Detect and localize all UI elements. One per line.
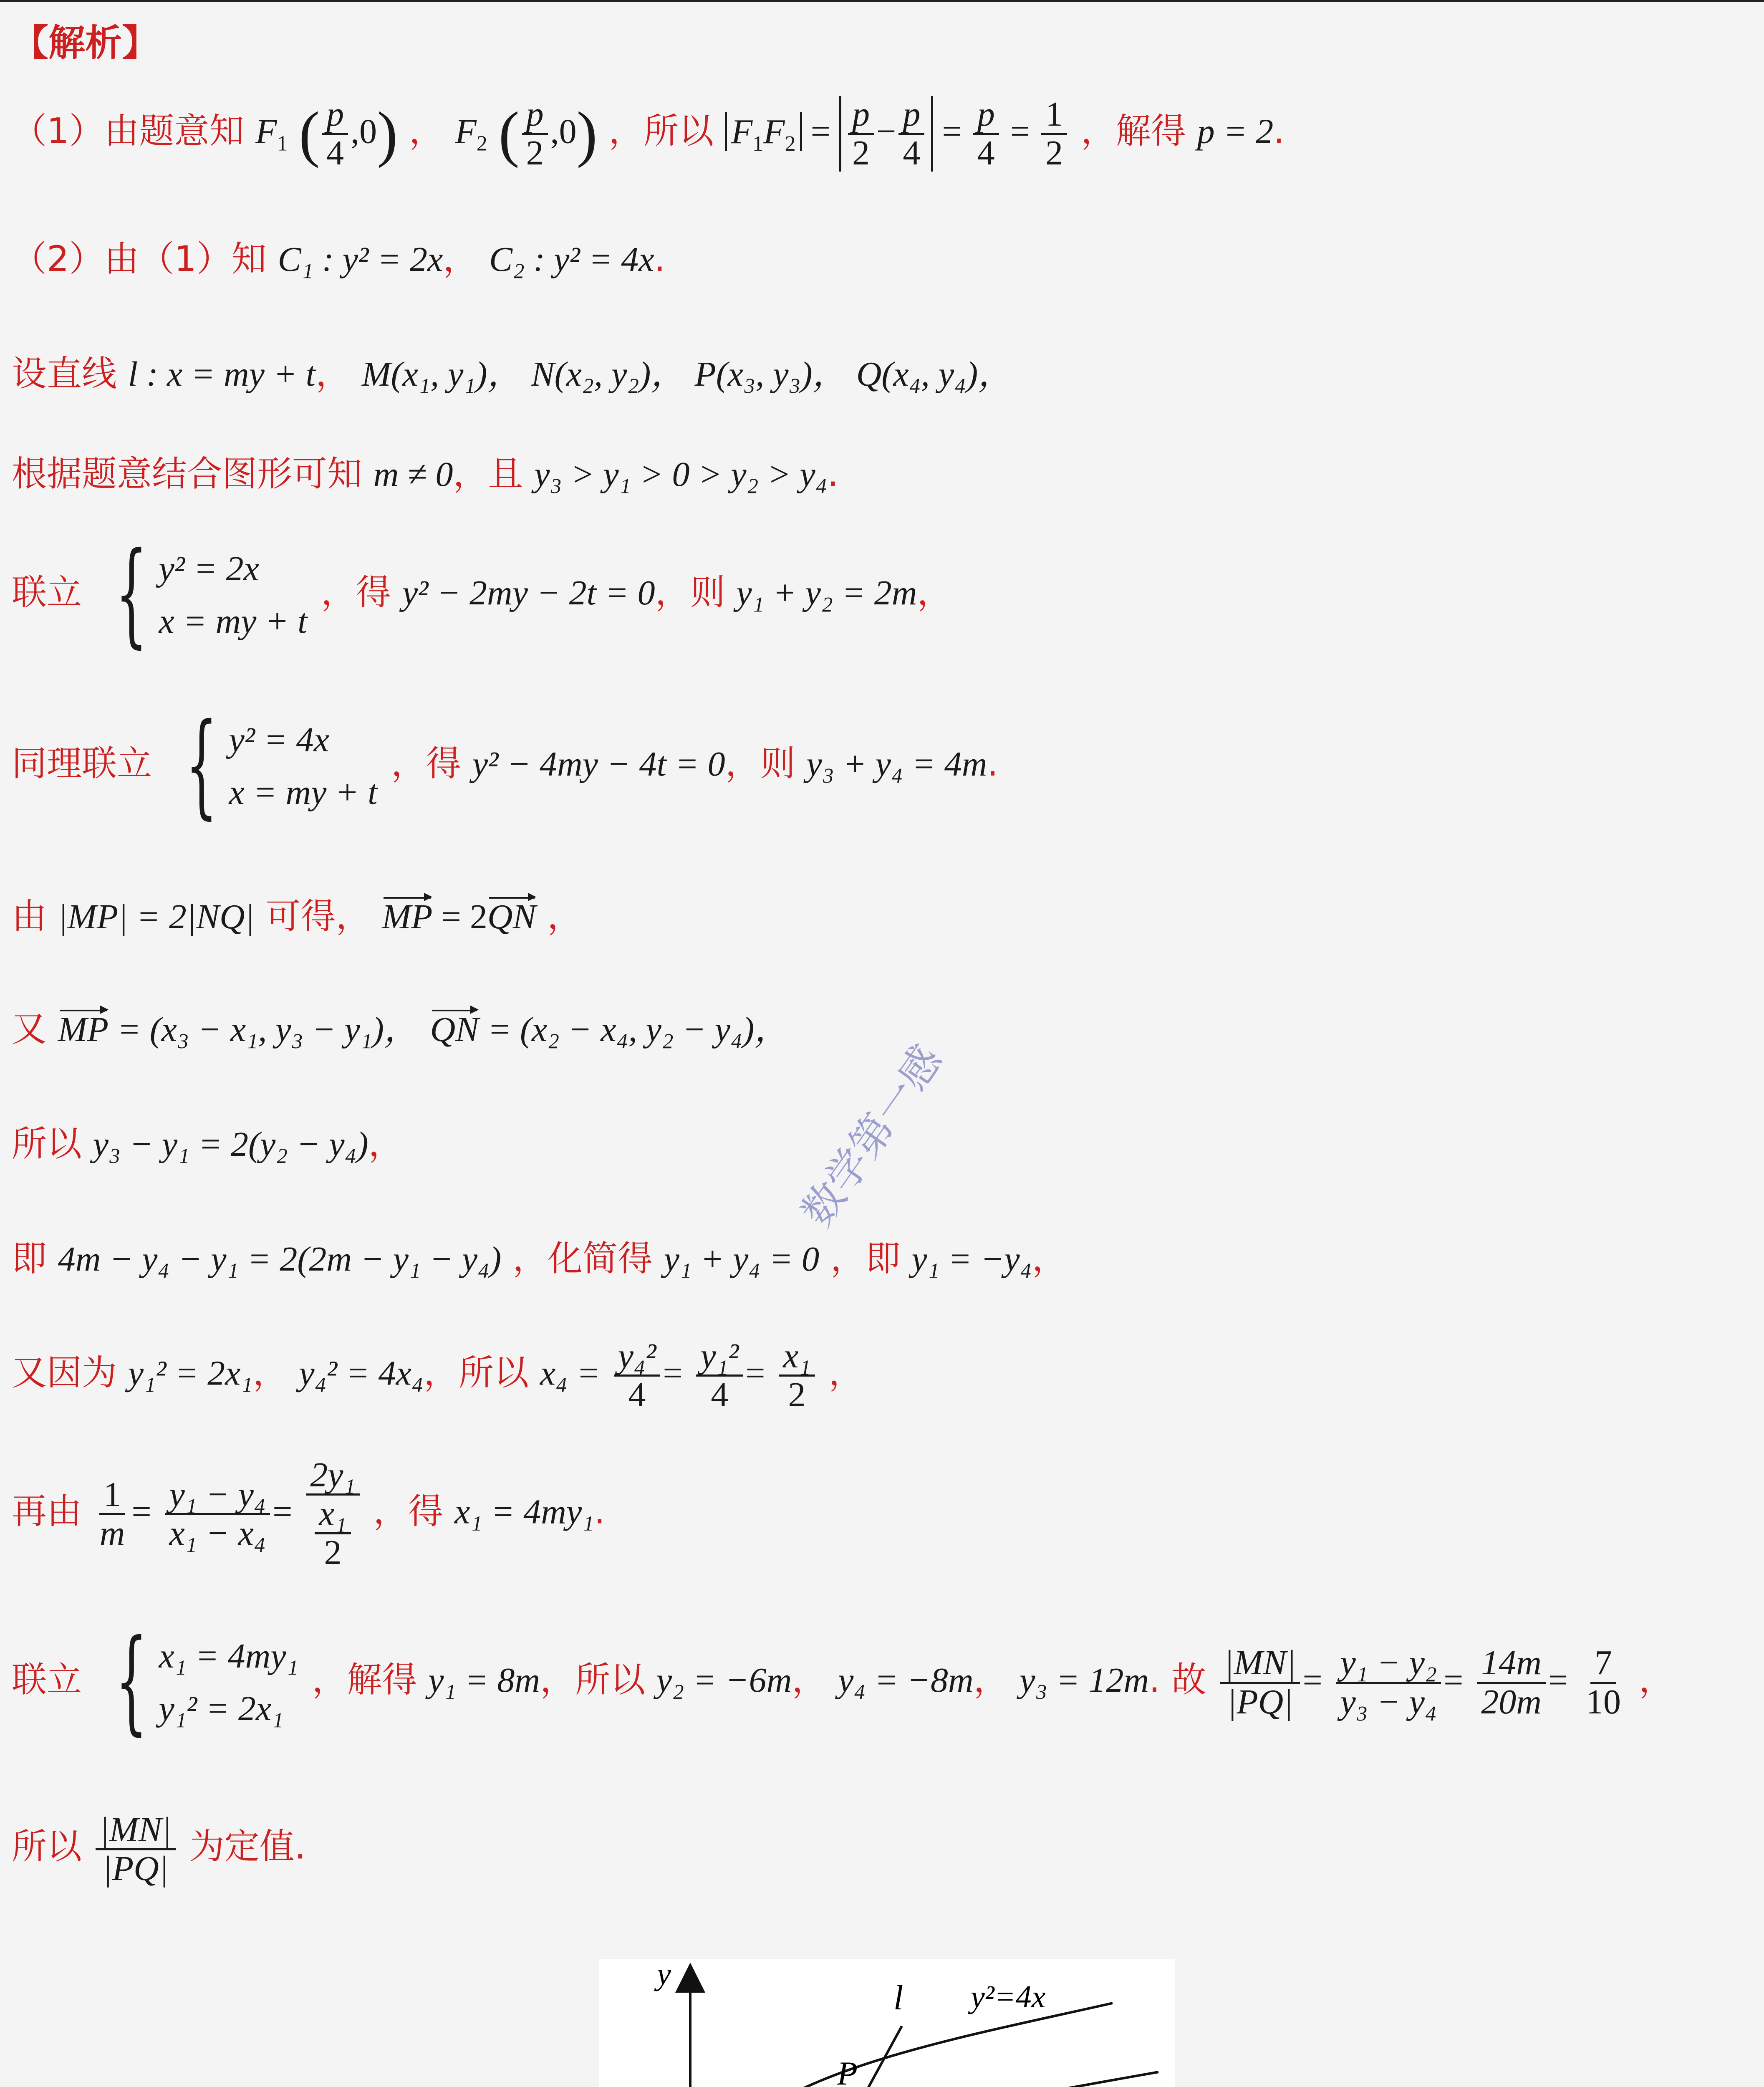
final-system: 联立 { x₁ = 4my₁ y₁² = 2x₁ ，解得 y₁ = 8m，所以 y₂ = −6m， y₄ = −8m， y₃ = 12m. 故 $\frac{|MN|}{|PQ|}$ = $\frac{\text{y₁ − y₂}}{\text{y₃ − y₄}}$ = $\frac{14m}{20m}$ = $\frac{7}{10}$ ， [12, 1615, 1674, 1746]
parabola-diagram [599, 1959, 1175, 2087]
watermark-text: 数学第一感 [792, 1036, 952, 1236]
part2-line: （2）由（1）知 C₁ : y² = 2x， C₂ : y² = 4x. [12, 238, 666, 279]
vector-condition: 由 |MP| = 2|NQ| 可得， MP = 2QN ， [12, 895, 582, 938]
curve-y2-2x [690, 2072, 1158, 2087]
vector-definitions: 又 MP = (x₃ − x₁, y₃ − y₁)， QN = (x₂ − x₄, y₂ − y₄)， [12, 1008, 789, 1051]
line-condition: 根据题意结合图形可知 m ≠ 0，且 y₃ > y₁ > 0 > y₂ > y₄. [12, 453, 839, 494]
parabola-figure [599, 1959, 1175, 2087]
label-y-axis: y [657, 1959, 671, 1991]
analysis-heading: 【解析】 [12, 21, 159, 64]
line-setup: 设直线 l : x = my + t， M(x₁, y₁)， N(x₂, y₂)， P(x₃, y₃)， Q(x₄, y₄)， [12, 353, 1013, 394]
label-curve-4x: y²=4x [971, 1979, 1046, 2014]
system-2: 同理联立 { y² = 4x x = my + t ，得 y² − 4my − 4t = 0，则 y₃ + y₄ = 4m. [12, 699, 999, 830]
again-line: 再由 $\frac{1}{m}$ = $\frac{\text{y₁ − y₄}}{\text{x₁ − x₄}}$ = $\frac{\text{2y₁}}{\frac{\text{x₁}}{2}}$ ，得 x₁ = 4my₁. [12, 1455, 606, 1572]
system-1: 联立 { y² = 2x x = my + t ，得 y² − 2my − 2t = 0，则 y₁ + y₂ = 2m， [12, 528, 952, 659]
label-line-l: l [893, 1978, 903, 2017]
line-l [649, 2026, 902, 2087]
curve-y2-4x [690, 2003, 1158, 2087]
conclusion-line: 所以 $\frac{|MN|}{|PQ|}$ 为定值. [12, 1810, 306, 1888]
top-border [0, 0, 1764, 2]
part1-line: （1）由题意知 $F_1$ ( $\frac{p}{4}$ ,0) ， $F_2$ ( $\frac{p}{2}$ ,0) ，所以 $F_1F_2$ = $\frac{p}{2}$ − $\frac{p}{4}$ = $\frac{p}{4}$ = $\frac{1}{2}$ ，解得 p = 2. [12, 95, 1285, 173]
because-line: 又因为 y₁² = 2x₁， y₄² = 4x₄，所以 x₄ = $\frac{\text{y₄²}}{4}$ = $\frac{\text{y₁²}}{4}$ = $\frac{\text{x₁}}{2}$ ， [12, 1337, 864, 1415]
so-line: 所以 y₃ − y₁ = 2(y₂ − y₄)， [12, 1123, 404, 1164]
label-point-P: P [837, 2055, 858, 2087]
simplify-line: 即 4m − y₄ − y₁ = 2(2m − y₁ − y₄) ，化简得 y₁ + y₄ = 0 ，即 y₁ = −y₄， [12, 1238, 1067, 1279]
